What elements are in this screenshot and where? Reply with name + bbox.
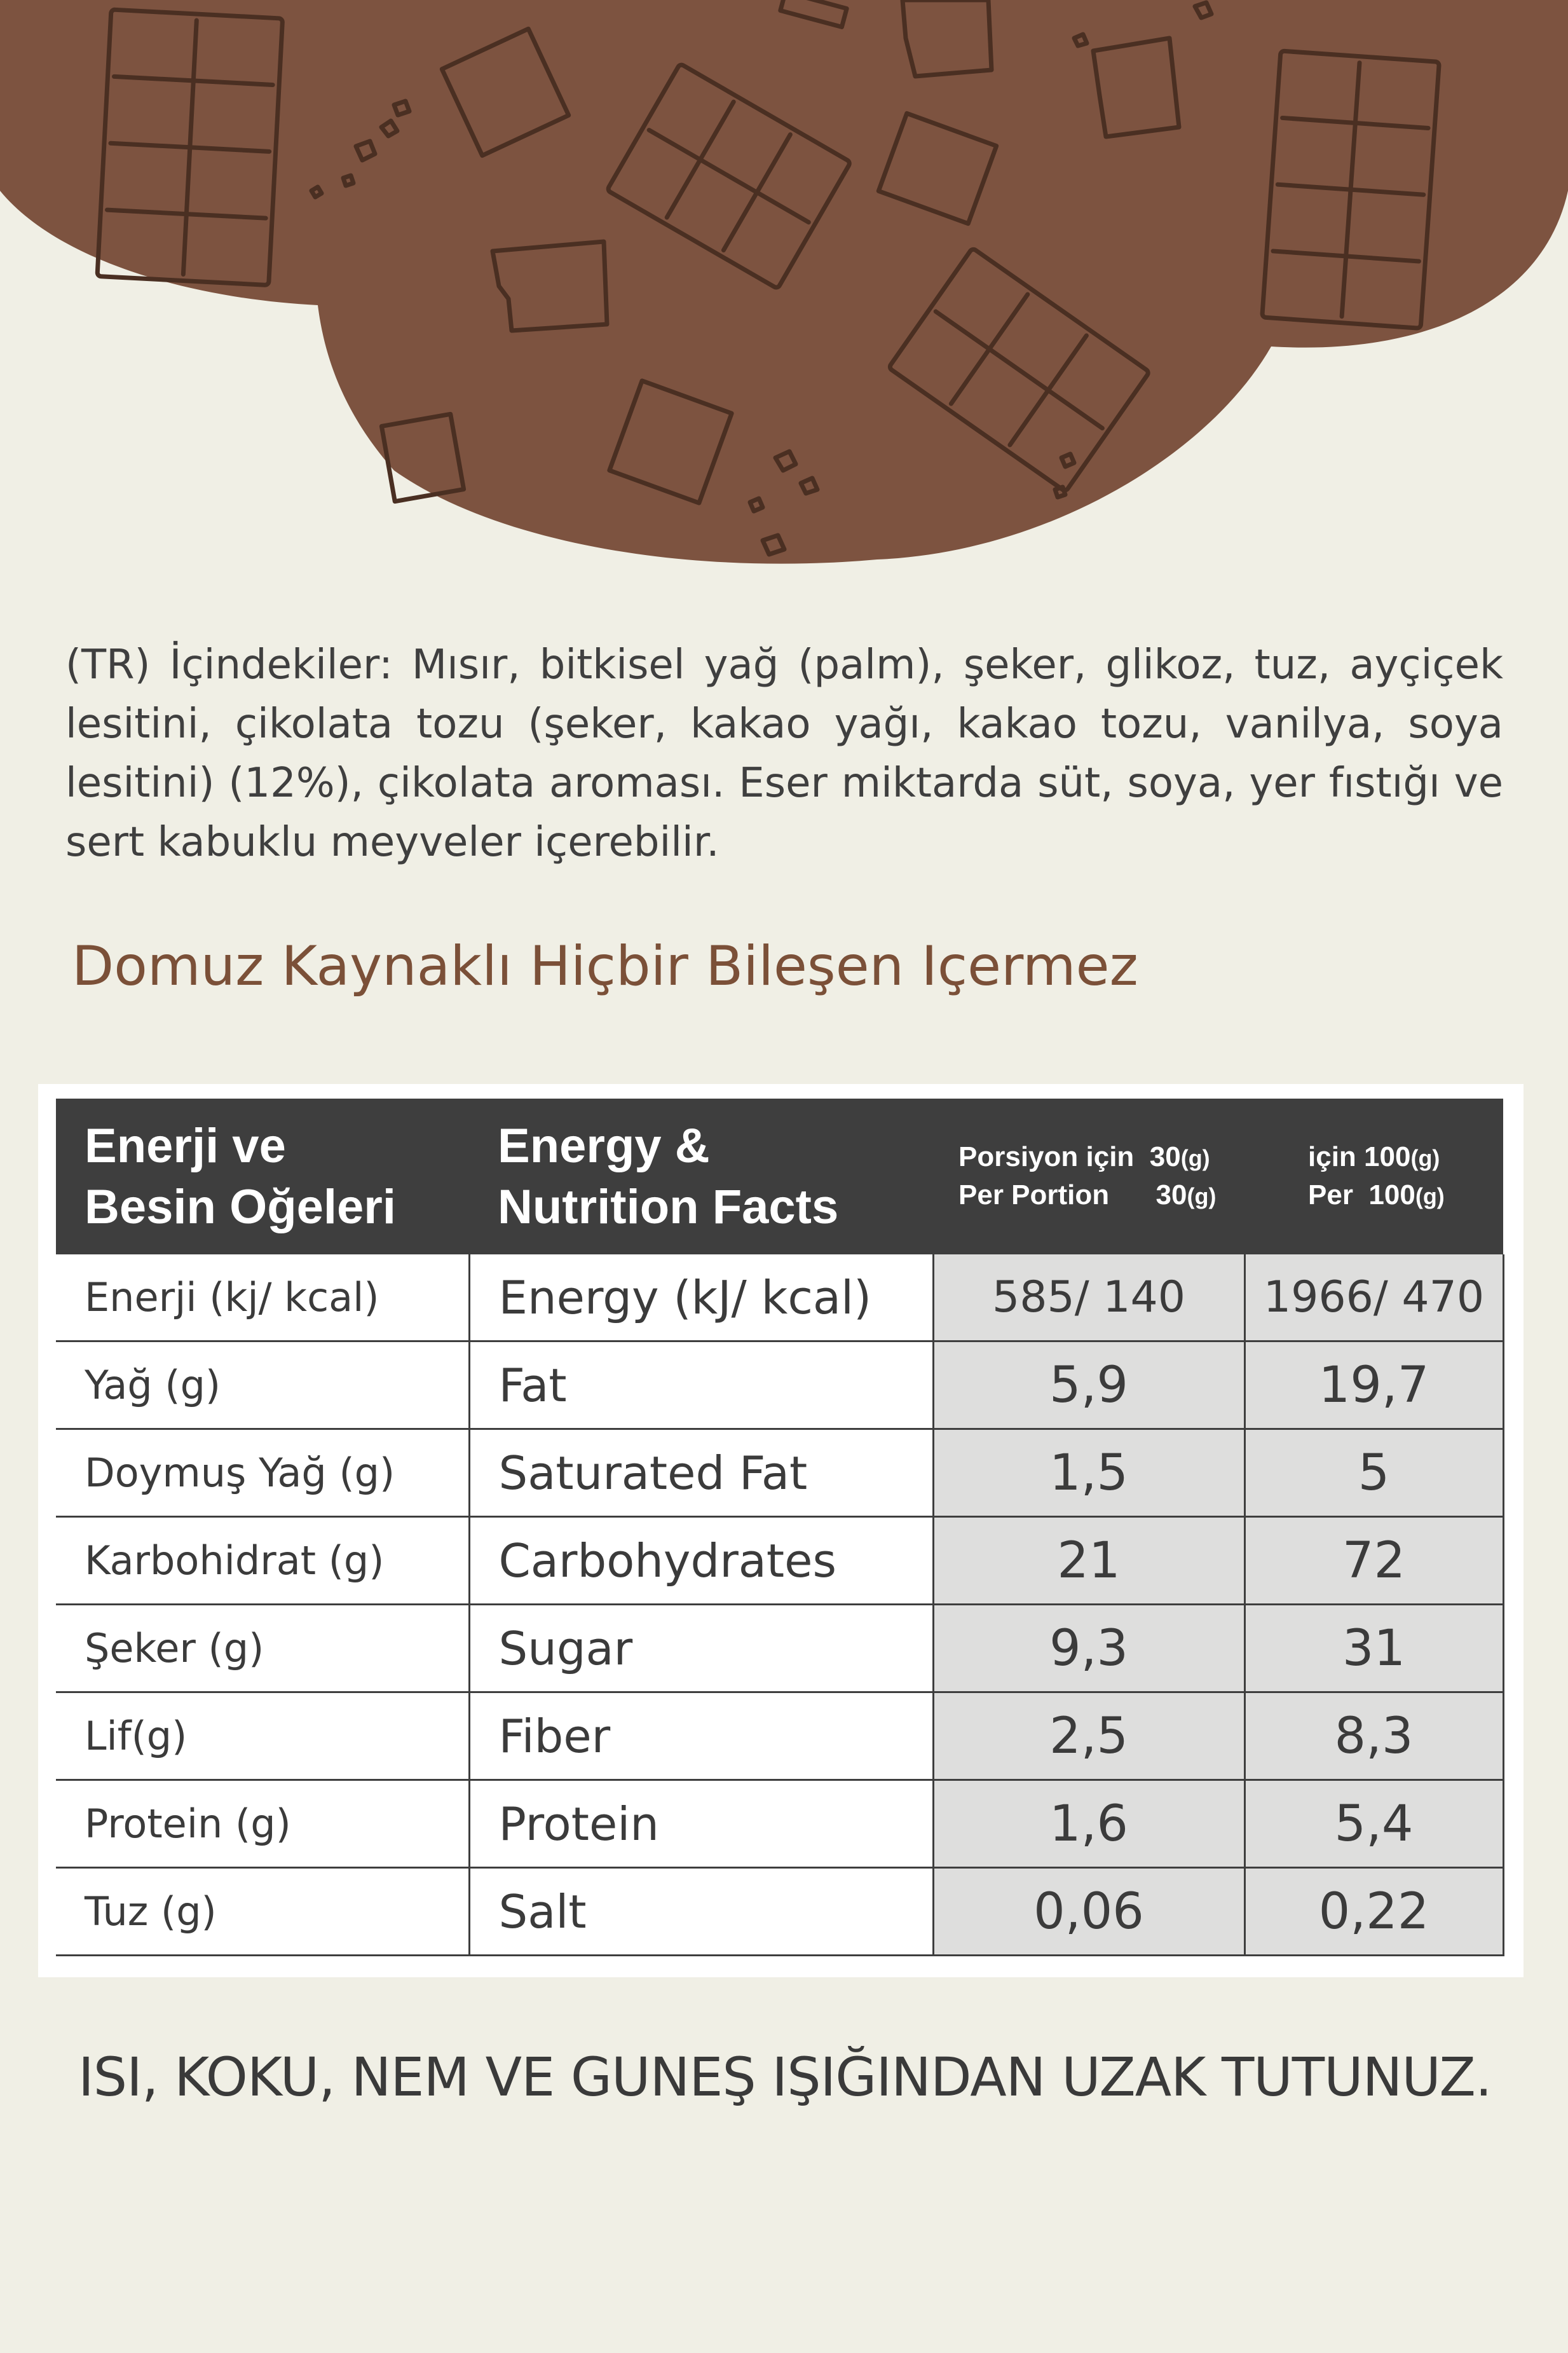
header-turkish: [56, 1099, 469, 1254]
nutrition-facts-table: [56, 1099, 1504, 1956]
header-english-line1: Energy &: [498, 1118, 710, 1173]
value-per-portion: 21: [933, 1517, 1244, 1605]
value-per-100g: 8,3: [1244, 1692, 1503, 1780]
header-english: [469, 1099, 933, 1254]
header-portion-tr-amount: 30: [1149, 1141, 1181, 1172]
nutrient-label-en: Saturated Fat: [469, 1429, 933, 1517]
header-100g-en-amount: 100: [1368, 1179, 1415, 1211]
value-per-portion: 5,9: [933, 1341, 1244, 1429]
header-portion-tr: [958, 1139, 1244, 1177]
value-per-portion: 2,5: [933, 1692, 1244, 1780]
nutrient-label-tr: Lif(g): [56, 1692, 469, 1780]
header-turkish-line2: Besin Oğeleri: [85, 1179, 396, 1234]
nutrient-label-en: Energy (kJ/ kcal): [469, 1254, 933, 1341]
header-100g-tr: [1308, 1139, 1503, 1177]
table-row: [56, 1341, 1503, 1429]
header-portion-tr-label: Porsiyon için: [958, 1141, 1135, 1172]
header-100g-tr-unit: (g): [1410, 1144, 1440, 1171]
header-100g-en-label: Per: [1308, 1179, 1353, 1211]
value-per-100g: 72: [1244, 1517, 1503, 1605]
value-per-portion: 1,6: [933, 1780, 1244, 1868]
header-portion-en-label: Per Portion: [958, 1179, 1110, 1211]
header-portion-en-unit: (g): [1187, 1183, 1217, 1209]
nutrient-label-tr: Karbohidrat (g): [56, 1517, 469, 1605]
table-row: [56, 1429, 1503, 1517]
header-english-line2: Nutrition Facts: [498, 1179, 839, 1234]
header-per-100g: [1244, 1099, 1503, 1254]
chocolate-pattern-header: [0, 0, 1568, 585]
table-row: [56, 1692, 1503, 1780]
nutrient-label-tr: Şeker (g): [56, 1605, 469, 1692]
header-portion-tr-unit: (g): [1180, 1144, 1210, 1171]
nutrient-label-tr: Protein (g): [56, 1780, 469, 1868]
table-row: [56, 1605, 1503, 1692]
header-turkish-line1: Enerji ve: [85, 1118, 286, 1173]
nutrient-label-tr: Tuz (g): [56, 1868, 469, 1956]
nutrient-label-en: Carbohydrates: [469, 1517, 933, 1605]
nutrient-label-en: Protein: [469, 1780, 933, 1868]
table-header-row: [56, 1099, 1503, 1254]
no-pork-ingredients-note: Domuz Kaynaklı Hiçbir Bileşen Içermez: [72, 935, 1138, 998]
table-row: [56, 1517, 1503, 1605]
nutrient-label-en: Fat: [469, 1341, 933, 1429]
value-per-portion: 585/ 140: [933, 1254, 1244, 1341]
value-per-100g: 5,4: [1244, 1780, 1503, 1868]
header-100g-tr-amount: 100: [1364, 1141, 1411, 1172]
table-row: [56, 1868, 1503, 1956]
header-portion-en-amount: 30: [1156, 1179, 1187, 1211]
value-per-100g: 31: [1244, 1605, 1503, 1692]
nutrient-label-en: Salt: [469, 1868, 933, 1956]
nutrient-label-tr: Enerji (kj/ kcal): [56, 1254, 469, 1341]
table-row: [56, 1780, 1503, 1868]
header-100g-en: [1308, 1177, 1503, 1215]
value-per-portion: 0,06: [933, 1868, 1244, 1956]
ingredients-text: (TR) İçindekiler: Mısır, bitkisel yağ (palm), şeker, glikoz, tuz, ayçiçek lesitini, çikolata tozu (şeker, kakao yağı, kakao tozu, vanilya, soya lesitini) (12%), çikolata aroması. Eser miktarda süt, soya, yer fıstığı ve sert kabuklu meyveler içerebilir.: [65, 641, 1503, 866]
value-per-100g: 5: [1244, 1429, 1503, 1517]
value-per-portion: 9,3: [933, 1605, 1244, 1692]
header-portion-en: [958, 1177, 1244, 1215]
table-row: [56, 1254, 1503, 1341]
value-per-100g: 0,22: [1244, 1868, 1503, 1956]
value-per-portion: 1,5: [933, 1429, 1244, 1517]
nutrient-label-tr: Doymuş Yağ (g): [56, 1429, 469, 1517]
value-per-100g: 1966/ 470: [1244, 1254, 1503, 1341]
value-per-100g: 19,7: [1244, 1341, 1503, 1429]
nutrient-label-tr: Yağ (g): [56, 1341, 469, 1429]
nutrient-label-en: Fiber: [469, 1692, 933, 1780]
header-per-portion: [933, 1099, 1244, 1254]
nutrient-label-en: Sugar: [469, 1605, 933, 1692]
header-100g-en-unit: (g): [1415, 1183, 1445, 1209]
storage-instructions: ISI, KOKU, NEM VE GUNEŞ IŞIĞINDAN UZAK TUTUNUZ.: [78, 2046, 1492, 2108]
header-100g-tr-label: için: [1308, 1141, 1356, 1172]
